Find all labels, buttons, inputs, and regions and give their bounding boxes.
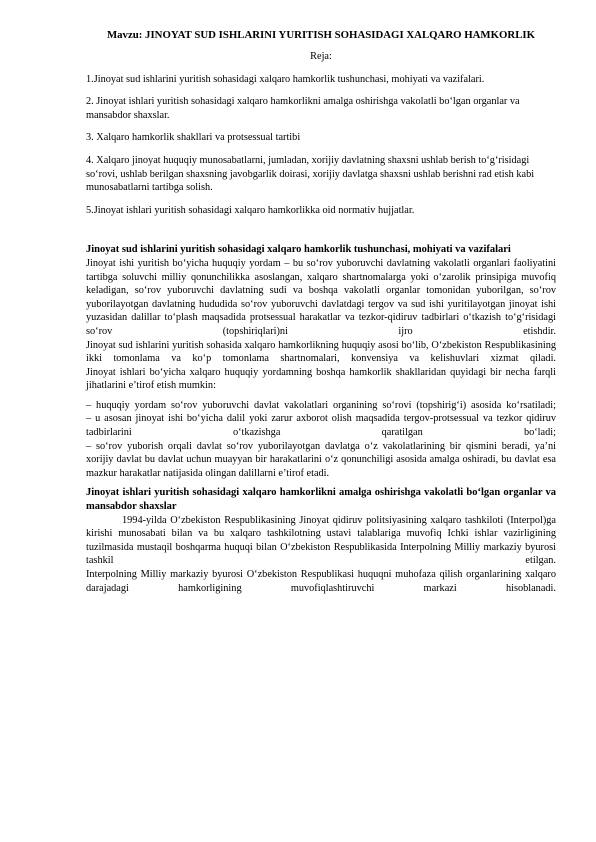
plan-item-3: 3. Xalqaro hamkorlik shakllari va protsessual tartibi <box>86 132 301 144</box>
plan-heading: Reja: <box>310 51 332 62</box>
paragraph-legal-basis: Jinoyat sud ishlarini yuritish sohasida xalqaro hamkorlikning huquqiy asosi bo‘lib, O‘zbekiston Respublikasining ikki tomonlama va ko‘p tomonlama shartnomalari, konvensiya va kelishuvlari xizmat qiladi. <box>86 339 556 365</box>
section-heading-2: Jinoyat ishlari yuritish sohasidagi xalqaro hamkorlikni amalga oshirishga vakolatli bo‘lgan organlar va mansabdor shaxslar <box>86 487 556 513</box>
section-heading-1: Jinoyat sud ishlarini yuritish sohasidagi xalqaro hamkorlik tushunchasi, mohiyati va vazifalari <box>86 244 511 256</box>
bullet-item-1: – huquqiy yordam so‘rov yuboruvchi davlat vakolatlari organining so‘rovi (topshirig‘i) asosida ko‘rsatiladi; <box>86 399 556 411</box>
plan-item-1: 1.Jinoyat sud ishlarini yuritish sohasidagi xalqaro hamkorlik tushunchasi, mohiyati va vazifalari. <box>86 73 485 85</box>
plan-item-4: 4. Xalqaro jinoyat huquqiy munosabatlarni, jumladan, xorijiy davlatning shaxsni ushlab berish to‘g‘risidagi so‘rovi, ushlab berilgan shaxsning javobgarlik doirasi, xorijiy davlatga shaxsni ushlab berishni rad etish kabi munosabatlarni tartibga solish. <box>86 154 535 194</box>
bullet-item-2: – u asosan jinoyat ishi bo‘yicha dalil yoki zarur axborot olish maqsadida tergov-protsessual va tezkor qidiruv tadbirlarini o‘tkazishga qaratilgan bo‘ladi; <box>86 413 556 439</box>
document-title: Mavzu: JINOYAT SUD ISHLARINI YURITISH SOHASIDAGI XALQARO HAMKORLIK <box>106 29 536 41</box>
paragraph-coordination-center: Interpolning Milliy markaziy byurosi O‘zbekiston Respublikasi huquqni muhofaza qilish organlarining xalqaro darajadagi hamkorligining muvofiqlashtiruvchi markazi hisoblanadi. <box>86 569 556 594</box>
bullet-item-3: – so‘rov yuborish orqali davlat so‘rov yuborilayotgan davlatga o‘z vakolatlarining bir qismini beradi, ya’ni xorijiy davlat bu davlat uchun muayyan bir harakatlarini o‘z qonunchiligi asosida amalga oshiradi, bu davlat esa mazkur harakatlar natijasida olingan dalillarni e’tirof etadi. <box>86 440 556 479</box>
plan-item-5: 5.Jinoyat ishlari yuritish sohasidagi xalqaro hamkorlikka oid normativ hujjatlar. <box>86 204 415 216</box>
plan-item-2: 2. Jinoyat ishlari yuritish sohasidagi xalqaro hamkorlikni amalga oshirishga vakolatli bo‘lgan organlar va mansabdor shaxslar. <box>86 96 520 121</box>
section-spacer <box>86 226 556 243</box>
paragraph-distinctive-features: Jinoyat ishlari bo‘yicha xalqaro huquqiy yordamning boshqa hamkorlik shakllaridan quyidagi bir necha farqli jihatlarini e’tirof etish mumkin: <box>86 366 556 392</box>
paragraph-interpol-bureau: 1994-yilda O‘zbekiston Respublikasining Jinoyat qidiruv politsiyasining xalqaro tashkiloti (Interpol)ga kirishi munosabati bilan va bu xalqaro tashkilotning ustavi talablariga muvofiq Ichki ishlar vazirligining tuzilmasida mustaqil boshqarma huquqi bilan O‘zbekiston Respublikasida Interpolning Milliy markaziy byurosi tashkil etilgan. <box>86 514 556 567</box>
plan-list <box>86 73 556 218</box>
paragraph-legal-assistance-definition: Jinoyat ishi yuritish bo‘yicha huquqiy yordam – bu so‘rov yuboruvchi davlatning vakolatli organlari faoliyatini tartibga soluvchi milliy qonunchilikka asoslangan, xalqaro shartnomalarga yoki o‘zarolik prinsipiga muvofiq keladigan, so‘rov yuboruvchi davlatning sudi va boshqa vakolatli organlar tomonidan yuborilgan, so‘rov yuborilayotgan davlatning hududida so‘rov yuboruvchi davlatdagi tergov va sud ishi yuritilayotgan jinoyat ishi yuzasidan dalillar to‘plash maqsadida protsessual harakatlar va tezkor-qidiruv tadbirlari o‘tkazish to‘g‘risidagi so‘rov (topshiriqlari)ni ijro etishdir. <box>86 257 556 337</box>
